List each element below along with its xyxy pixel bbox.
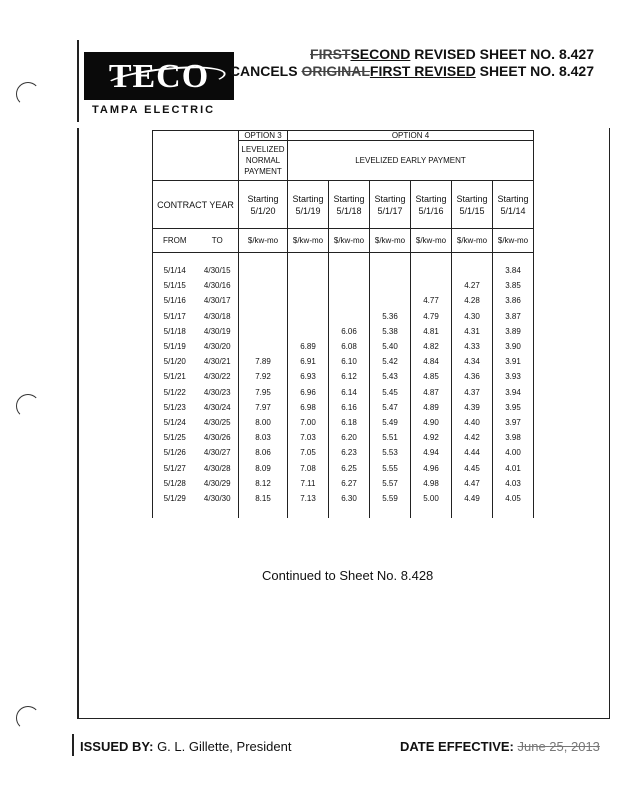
table-row bbox=[153, 278, 534, 293]
starting-header bbox=[493, 181, 534, 229]
rate-cell: 6.93 bbox=[288, 369, 329, 384]
table-row bbox=[153, 400, 534, 415]
rate-cell: 5.43 bbox=[370, 369, 411, 384]
rate-cell: 3.87 bbox=[493, 309, 534, 324]
binder-hole bbox=[16, 394, 40, 418]
from-cell: 5/1/14 bbox=[153, 263, 197, 278]
rate-cell: 4.98 bbox=[411, 476, 452, 491]
rate-cell bbox=[288, 293, 329, 308]
margin-rule bbox=[72, 734, 74, 756]
rate-cell: 8.03 bbox=[239, 430, 288, 445]
rate-cell: 6.23 bbox=[329, 445, 370, 460]
rate-cell bbox=[288, 278, 329, 293]
struck-text: FIRST bbox=[310, 46, 351, 62]
option4-description: LEVELIZED EARLY PAYMENT bbox=[288, 141, 534, 181]
blank-header-cell bbox=[153, 131, 239, 181]
rate-cell: 3.91 bbox=[493, 354, 534, 369]
rate-cell: 8.15 bbox=[239, 491, 288, 506]
rate-cell: 4.77 bbox=[411, 293, 452, 308]
starting-label: Starting bbox=[456, 193, 488, 204]
rate-cell: 7.05 bbox=[288, 445, 329, 460]
sheet-number-line bbox=[310, 46, 594, 62]
company-tagline: TAMPA ELECTRIC bbox=[92, 104, 216, 116]
starting-header bbox=[411, 181, 452, 229]
rate-cell: 7.97 bbox=[239, 400, 288, 415]
rate-cell: 7.00 bbox=[288, 415, 329, 430]
rate-cell bbox=[239, 324, 288, 339]
rate-cell: 5.55 bbox=[370, 460, 411, 475]
rate-cell: 6.25 bbox=[329, 460, 370, 475]
to-cell: 4/30/24 bbox=[197, 400, 239, 415]
table-row bbox=[153, 369, 534, 384]
starting-date: 5/1/18 bbox=[336, 205, 362, 216]
rate-cell: 3.94 bbox=[493, 385, 534, 400]
rate-cell: 5.40 bbox=[370, 339, 411, 354]
option3-description bbox=[239, 141, 288, 181]
rate-cell: 3.97 bbox=[493, 415, 534, 430]
sheet-number-text: REVISED SHEET NO. 8.427 bbox=[410, 46, 594, 62]
to-cell: 4/30/26 bbox=[197, 430, 239, 445]
from-cell: 5/1/24 bbox=[153, 415, 197, 430]
rate-cell: 4.05 bbox=[493, 491, 534, 506]
table-row bbox=[153, 354, 534, 369]
rate-cell: 7.95 bbox=[239, 385, 288, 400]
inserted-text: SECOND bbox=[350, 46, 411, 62]
from-cell: 5/1/19 bbox=[153, 339, 197, 354]
rate-cell: 8.00 bbox=[239, 415, 288, 430]
rate-cell: 8.12 bbox=[239, 476, 288, 491]
rate-cell bbox=[329, 309, 370, 324]
table-row bbox=[153, 476, 534, 491]
rate-cell: 4.81 bbox=[411, 324, 452, 339]
rate-cell: 4.39 bbox=[452, 400, 493, 415]
rate-cell bbox=[239, 293, 288, 308]
starting-date: 5/1/19 bbox=[295, 205, 321, 216]
rate-cell: 5.00 bbox=[411, 491, 452, 506]
rate-cell: 4.45 bbox=[452, 460, 493, 475]
starting-date: 5/1/16 bbox=[418, 205, 444, 216]
from-cell: 5/1/15 bbox=[153, 278, 197, 293]
table-row bbox=[153, 385, 534, 400]
starting-header bbox=[288, 181, 329, 229]
starting-date: 5/1/14 bbox=[500, 205, 526, 216]
rate-cell bbox=[411, 263, 452, 278]
starting-label: Starting bbox=[247, 193, 279, 204]
rate-cell: 4.84 bbox=[411, 354, 452, 369]
rate-cell bbox=[239, 278, 288, 293]
starting-header bbox=[452, 181, 493, 229]
rate-cell: 4.94 bbox=[411, 445, 452, 460]
rate-cell: 4.96 bbox=[411, 460, 452, 475]
rate-cell: 4.44 bbox=[452, 445, 493, 460]
rate-cell: 4.42 bbox=[452, 430, 493, 445]
unit-header: $/kw-mo bbox=[288, 229, 329, 253]
to-cell: 4/30/22 bbox=[197, 369, 239, 384]
rate-cell: 7.11 bbox=[288, 476, 329, 491]
rate-cell: 7.89 bbox=[239, 354, 288, 369]
rate-cell: 5.49 bbox=[370, 415, 411, 430]
from-cell: 5/1/23 bbox=[153, 400, 197, 415]
from-cell: 5/1/18 bbox=[153, 324, 197, 339]
struck-text: ORIGINAL bbox=[301, 63, 370, 79]
date-effective bbox=[400, 739, 600, 754]
from-cell: 5/1/22 bbox=[153, 385, 197, 400]
rate-cell: 5.53 bbox=[370, 445, 411, 460]
to-cell: 4/30/27 bbox=[197, 445, 239, 460]
rate-cell: 6.27 bbox=[329, 476, 370, 491]
desc-line: PAYMENT bbox=[244, 167, 282, 176]
rate-cell: 7.92 bbox=[239, 369, 288, 384]
rate-cell: 4.87 bbox=[411, 385, 452, 400]
rate-table bbox=[152, 130, 534, 518]
from-cell: 5/1/29 bbox=[153, 491, 197, 506]
rate-cell: 4.82 bbox=[411, 339, 452, 354]
rate-cell bbox=[370, 263, 411, 278]
binder-hole bbox=[16, 706, 40, 730]
from-cell: 5/1/26 bbox=[153, 445, 197, 460]
rate-cell: 5.47 bbox=[370, 400, 411, 415]
rate-cell bbox=[239, 339, 288, 354]
starting-date: 5/1/15 bbox=[459, 205, 485, 216]
starting-header bbox=[370, 181, 411, 229]
table-row bbox=[153, 309, 534, 324]
cancels-prefix: CANCELS bbox=[229, 63, 302, 79]
date-effective-value: June 25, 2013 bbox=[517, 739, 600, 754]
table-row bbox=[153, 324, 534, 339]
rate-cell: 8.06 bbox=[239, 445, 288, 460]
rate-cell: 6.18 bbox=[329, 415, 370, 430]
rate-cell: 3.86 bbox=[493, 293, 534, 308]
rate-cell: 3.90 bbox=[493, 339, 534, 354]
contract-year-header: CONTRACT YEAR bbox=[153, 181, 239, 229]
starting-date: 5/1/17 bbox=[377, 205, 403, 216]
issued-by bbox=[80, 739, 291, 754]
rate-cell bbox=[329, 293, 370, 308]
rate-cell: 4.79 bbox=[411, 309, 452, 324]
rate-cell: 4.92 bbox=[411, 430, 452, 445]
option4-header: OPTION 4 bbox=[288, 131, 534, 141]
rate-cell: 6.20 bbox=[329, 430, 370, 445]
rate-cell: 3.89 bbox=[493, 324, 534, 339]
table-row bbox=[153, 491, 534, 506]
to-cell: 4/30/19 bbox=[197, 324, 239, 339]
rate-cell bbox=[370, 278, 411, 293]
option3-header: OPTION 3 bbox=[239, 131, 288, 141]
rate-cell: 5.36 bbox=[370, 309, 411, 324]
rate-cell: 7.13 bbox=[288, 491, 329, 506]
unit-header: $/kw-mo bbox=[329, 229, 370, 253]
to-cell: 4/30/29 bbox=[197, 476, 239, 491]
from-cell: 5/1/16 bbox=[153, 293, 197, 308]
from-cell: 5/1/21 bbox=[153, 369, 197, 384]
starting-header bbox=[239, 181, 288, 229]
from-cell: 5/1/25 bbox=[153, 430, 197, 445]
rate-cell: 6.12 bbox=[329, 369, 370, 384]
rate-cell: 6.10 bbox=[329, 354, 370, 369]
rate-cell bbox=[239, 263, 288, 278]
date-effective-label: DATE EFFECTIVE: bbox=[400, 739, 514, 754]
starting-label: Starting bbox=[333, 193, 365, 204]
from-cell: 5/1/17 bbox=[153, 309, 197, 324]
rate-cell: 4.34 bbox=[452, 354, 493, 369]
starting-label: Starting bbox=[292, 193, 324, 204]
to-cell: 4/30/20 bbox=[197, 339, 239, 354]
rate-cell: 7.08 bbox=[288, 460, 329, 475]
cancels-line bbox=[230, 63, 594, 79]
table-row bbox=[153, 263, 534, 278]
rate-cell: 6.89 bbox=[288, 339, 329, 354]
rate-cell: 4.49 bbox=[452, 491, 493, 506]
table-row bbox=[153, 430, 534, 445]
rate-cell bbox=[288, 309, 329, 324]
to-cell: 4/30/28 bbox=[197, 460, 239, 475]
rate-cell: 4.47 bbox=[452, 476, 493, 491]
rate-cell bbox=[370, 293, 411, 308]
rate-cell: 8.09 bbox=[239, 460, 288, 475]
table-row bbox=[153, 339, 534, 354]
to-cell: 4/30/21 bbox=[197, 354, 239, 369]
rate-cell: 6.30 bbox=[329, 491, 370, 506]
rate-cell: 4.27 bbox=[452, 278, 493, 293]
rate-cell: 4.37 bbox=[452, 385, 493, 400]
to-cell: 4/30/30 bbox=[197, 491, 239, 506]
rate-cell bbox=[239, 309, 288, 324]
starting-label: Starting bbox=[374, 193, 406, 204]
rate-cell: 6.91 bbox=[288, 354, 329, 369]
to-cell: 4/30/16 bbox=[197, 278, 239, 293]
to-cell: 4/30/18 bbox=[197, 309, 239, 324]
binder-hole bbox=[16, 82, 40, 106]
rate-cell: 6.14 bbox=[329, 385, 370, 400]
rate-cell: 4.36 bbox=[452, 369, 493, 384]
rate-cell: 6.06 bbox=[329, 324, 370, 339]
cancels-sheet-text: SHEET NO. 8.427 bbox=[475, 63, 594, 79]
from-cell: 5/1/20 bbox=[153, 354, 197, 369]
logo-text: TECO bbox=[108, 58, 210, 95]
teco-logo bbox=[84, 52, 234, 100]
rate-cell: 3.85 bbox=[493, 278, 534, 293]
rate-cell bbox=[411, 278, 452, 293]
rate-cell: 4.89 bbox=[411, 400, 452, 415]
rate-cell: 5.42 bbox=[370, 354, 411, 369]
rate-cell: 5.45 bbox=[370, 385, 411, 400]
unit-header: $/kw-mo bbox=[411, 229, 452, 253]
issued-by-value: G. L. Gillette, President bbox=[157, 739, 292, 754]
rate-cell: 4.30 bbox=[452, 309, 493, 324]
table-row bbox=[153, 460, 534, 475]
rate-cell: 7.03 bbox=[288, 430, 329, 445]
rate-cell: 4.33 bbox=[452, 339, 493, 354]
rate-cell: 4.85 bbox=[411, 369, 452, 384]
continued-note: Continued to Sheet No. 8.428 bbox=[262, 568, 434, 583]
table-row bbox=[153, 445, 534, 460]
inserted-text: FIRST REVISED bbox=[369, 63, 476, 79]
rate-cell: 5.57 bbox=[370, 476, 411, 491]
margin-rule bbox=[77, 40, 79, 122]
rate-cell: 6.16 bbox=[329, 400, 370, 415]
rate-cell bbox=[329, 263, 370, 278]
rate-cell: 3.84 bbox=[493, 263, 534, 278]
unit-header: $/kw-mo bbox=[239, 229, 288, 253]
starting-date: 5/1/20 bbox=[250, 205, 276, 216]
to-cell: 4/30/15 bbox=[197, 263, 239, 278]
table-row bbox=[153, 415, 534, 430]
to-cell: 4/30/23 bbox=[197, 385, 239, 400]
unit-header: $/kw-mo bbox=[452, 229, 493, 253]
rate-cell: 5.59 bbox=[370, 491, 411, 506]
rate-cell: 5.38 bbox=[370, 324, 411, 339]
to-header: TO bbox=[197, 229, 239, 253]
to-cell: 4/30/25 bbox=[197, 415, 239, 430]
starting-header bbox=[329, 181, 370, 229]
rate-cell: 4.03 bbox=[493, 476, 534, 491]
from-cell: 5/1/28 bbox=[153, 476, 197, 491]
starting-label: Starting bbox=[497, 193, 529, 204]
rate-cell: 4.28 bbox=[452, 293, 493, 308]
rate-cell bbox=[329, 278, 370, 293]
rate-cell: 6.98 bbox=[288, 400, 329, 415]
desc-line: NORMAL bbox=[245, 156, 281, 165]
from-cell: 5/1/27 bbox=[153, 460, 197, 475]
table-row bbox=[153, 293, 534, 308]
rate-cell: 4.40 bbox=[452, 415, 493, 430]
unit-header: $/kw-mo bbox=[493, 229, 534, 253]
rate-cell bbox=[452, 263, 493, 278]
rate-cell: 3.95 bbox=[493, 400, 534, 415]
rate-cell: 4.90 bbox=[411, 415, 452, 430]
starting-label: Starting bbox=[415, 193, 447, 204]
rate-cell bbox=[288, 263, 329, 278]
rate-cell: 6.96 bbox=[288, 385, 329, 400]
rate-cell: 3.98 bbox=[493, 430, 534, 445]
rate-cell: 4.31 bbox=[452, 324, 493, 339]
rate-cell: 3.93 bbox=[493, 369, 534, 384]
to-cell: 4/30/17 bbox=[197, 293, 239, 308]
rate-cell: 4.01 bbox=[493, 460, 534, 475]
rate-cell: 6.08 bbox=[329, 339, 370, 354]
from-header: FROM bbox=[153, 229, 197, 253]
rate-cell bbox=[288, 324, 329, 339]
rate-rows bbox=[153, 263, 534, 506]
rate-cell: 5.51 bbox=[370, 430, 411, 445]
issued-by-label: ISSUED BY: bbox=[80, 739, 154, 754]
desc-line: LEVELIZED bbox=[241, 145, 285, 154]
rate-cell: 4.00 bbox=[493, 445, 534, 460]
unit-header: $/kw-mo bbox=[370, 229, 411, 253]
